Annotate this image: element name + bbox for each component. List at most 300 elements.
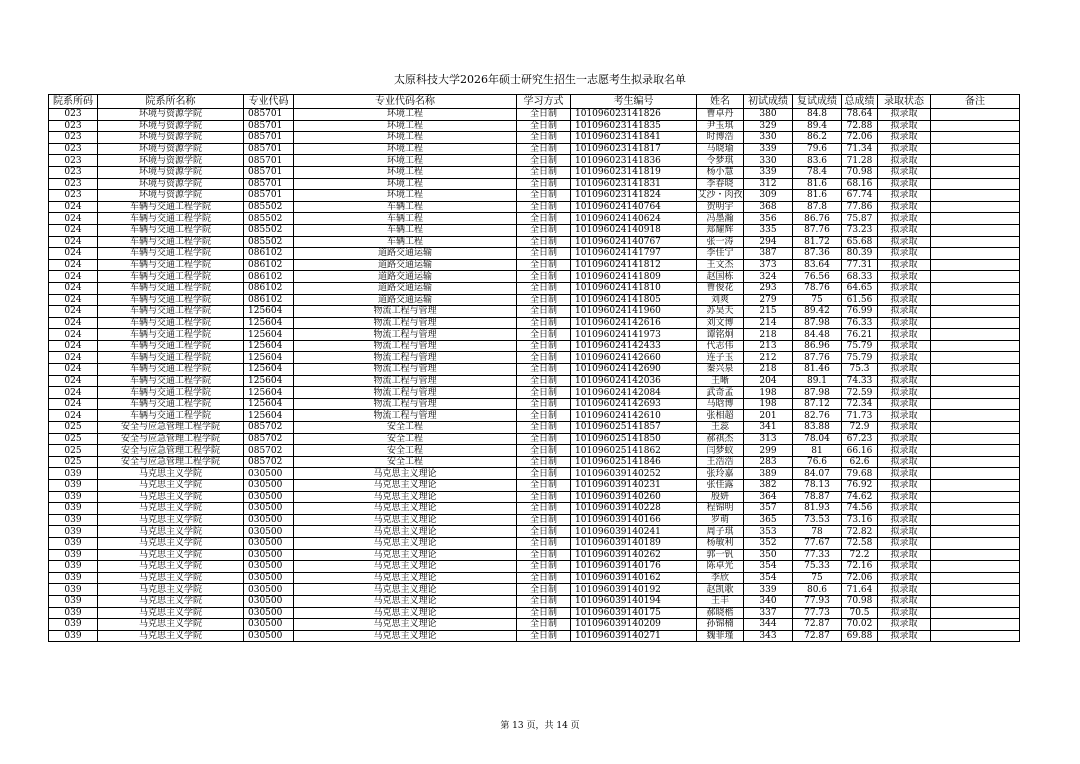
total-score-cell: 76.21 bbox=[842, 329, 878, 341]
major-name-cell: 车辆工程 bbox=[294, 201, 517, 213]
table-row bbox=[49, 213, 1020, 225]
major-code-cell: 085702 bbox=[244, 456, 294, 468]
initial-score-cell: 279 bbox=[744, 294, 793, 306]
initial-score-cell: 293 bbox=[744, 282, 793, 294]
name-cell: 马晓瑜 bbox=[697, 143, 744, 155]
major-name-cell: 车辆工程 bbox=[294, 236, 517, 248]
total-score-cell: 74.56 bbox=[842, 503, 878, 515]
major-code-cell: 125604 bbox=[244, 306, 294, 318]
remarks-cell bbox=[931, 201, 1020, 213]
major-name-cell: 马克思主义理论 bbox=[294, 503, 517, 515]
status-cell: 拟录取 bbox=[878, 317, 931, 329]
major-code-cell: 030500 bbox=[244, 595, 294, 607]
status-cell: 拟录取 bbox=[878, 630, 931, 642]
study-mode-cell: 全日制 bbox=[517, 422, 571, 434]
name-cell: 张相超 bbox=[697, 410, 744, 422]
status-cell: 拟录取 bbox=[878, 398, 931, 410]
exam-id-cell: 101096039140166 bbox=[571, 514, 697, 526]
total-score-cell: 62.6 bbox=[842, 456, 878, 468]
total-score-cell: 72.82 bbox=[842, 526, 878, 538]
col-header-retest-score: 复试成绩 bbox=[793, 95, 842, 109]
initial-score-cell: 373 bbox=[744, 259, 793, 271]
dept-name-cell: 马克思主义学院 bbox=[98, 607, 244, 619]
major-name-cell: 物流工程与管理 bbox=[294, 387, 517, 399]
dept-name-cell: 环境与资源学院 bbox=[98, 178, 244, 190]
dept-code-cell: 024 bbox=[49, 213, 98, 225]
exam-id-cell: 101096039140271 bbox=[571, 630, 697, 642]
table-row bbox=[49, 595, 1020, 607]
dept-code-cell: 024 bbox=[49, 201, 98, 213]
name-cell: 代志伟 bbox=[697, 340, 744, 352]
major-code-cell: 030500 bbox=[244, 584, 294, 596]
major-code-cell: 086102 bbox=[244, 248, 294, 260]
initial-score-cell: 344 bbox=[744, 619, 793, 631]
name-cell: 张玲嘉 bbox=[697, 468, 744, 480]
initial-score-cell: 357 bbox=[744, 503, 793, 515]
study-mode-cell: 全日制 bbox=[517, 213, 571, 225]
name-cell: 赵国栋 bbox=[697, 271, 744, 283]
major-name-cell: 马克思主义理论 bbox=[294, 595, 517, 607]
study-mode-cell: 全日制 bbox=[517, 561, 571, 573]
name-cell: 王晰 bbox=[697, 375, 744, 387]
dept-name-cell: 车辆与交通工程学院 bbox=[98, 224, 244, 236]
initial-score-cell: 198 bbox=[744, 387, 793, 399]
initial-score-cell: 213 bbox=[744, 340, 793, 352]
dept-code-cell: 024 bbox=[49, 329, 98, 341]
total-score-cell: 69.88 bbox=[842, 630, 878, 642]
remarks-cell bbox=[931, 537, 1020, 549]
table-row bbox=[49, 166, 1020, 178]
table-row bbox=[49, 619, 1020, 631]
dept-code-cell: 039 bbox=[49, 514, 98, 526]
initial-score-cell: 354 bbox=[744, 561, 793, 573]
remarks-cell bbox=[931, 271, 1020, 283]
table-row bbox=[49, 155, 1020, 167]
remarks-cell bbox=[931, 607, 1020, 619]
initial-score-cell: 214 bbox=[744, 317, 793, 329]
exam-id-cell: 101096024142660 bbox=[571, 352, 697, 364]
status-cell: 拟录取 bbox=[878, 201, 931, 213]
name-cell: 冯墨瀚 bbox=[697, 213, 744, 225]
retest-score-cell: 77.33 bbox=[793, 549, 842, 561]
name-cell: 殷妍 bbox=[697, 491, 744, 503]
retest-score-cell: 87.12 bbox=[793, 398, 842, 410]
initial-score-cell: 354 bbox=[744, 572, 793, 584]
total-score-cell: 72.16 bbox=[842, 561, 878, 573]
name-cell: 连子玉 bbox=[697, 352, 744, 364]
admission-table bbox=[48, 94, 1020, 642]
name-cell: 杨小慧 bbox=[697, 166, 744, 178]
major-name-cell: 物流工程与管理 bbox=[294, 306, 517, 318]
major-name-cell: 物流工程与管理 bbox=[294, 375, 517, 387]
initial-score-cell: 365 bbox=[744, 514, 793, 526]
total-score-cell: 61.56 bbox=[842, 294, 878, 306]
major-name-cell: 环境工程 bbox=[294, 143, 517, 155]
status-cell: 拟录取 bbox=[878, 364, 931, 376]
retest-score-cell: 78.76 bbox=[793, 282, 842, 294]
major-code-cell: 085702 bbox=[244, 433, 294, 445]
retest-score-cell: 72.87 bbox=[793, 630, 842, 642]
dept-name-cell: 车辆与交通工程学院 bbox=[98, 271, 244, 283]
status-cell: 拟录取 bbox=[878, 352, 931, 364]
initial-score-cell: 339 bbox=[744, 166, 793, 178]
status-cell: 拟录取 bbox=[878, 572, 931, 584]
initial-score-cell: 337 bbox=[744, 607, 793, 619]
total-score-cell: 71.28 bbox=[842, 155, 878, 167]
name-cell: 苏昊天 bbox=[697, 306, 744, 318]
status-cell: 拟录取 bbox=[878, 595, 931, 607]
exam-id-cell: 101096024140624 bbox=[571, 213, 697, 225]
col-header-initial-score: 初试成绩 bbox=[744, 95, 793, 109]
study-mode-cell: 全日制 bbox=[517, 201, 571, 213]
total-score-cell: 72.9 bbox=[842, 422, 878, 434]
total-score-cell: 80.39 bbox=[842, 248, 878, 260]
dept-code-cell: 023 bbox=[49, 190, 98, 202]
initial-score-cell: 353 bbox=[744, 526, 793, 538]
major-code-cell: 085701 bbox=[244, 120, 294, 132]
name-cell: 王浩浩 bbox=[697, 456, 744, 468]
exam-id-cell: 101096023141835 bbox=[571, 120, 697, 132]
col-header-total-score: 总成绩 bbox=[842, 95, 878, 109]
major-code-cell: 125604 bbox=[244, 398, 294, 410]
study-mode-cell: 全日制 bbox=[517, 120, 571, 132]
table-row bbox=[49, 294, 1020, 306]
dept-code-cell: 024 bbox=[49, 317, 98, 329]
table-row bbox=[49, 306, 1020, 318]
major-name-cell: 马克思主义理论 bbox=[294, 584, 517, 596]
total-score-cell: 79.68 bbox=[842, 468, 878, 480]
dept-code-cell: 024 bbox=[49, 364, 98, 376]
major-code-cell: 030500 bbox=[244, 491, 294, 503]
exam-id-cell: 101096024141810 bbox=[571, 282, 697, 294]
remarks-cell bbox=[931, 236, 1020, 248]
status-cell: 拟录取 bbox=[878, 456, 931, 468]
status-cell: 拟录取 bbox=[878, 271, 931, 283]
dept-code-cell: 024 bbox=[49, 259, 98, 271]
dept-name-cell: 安全与应急管理工程学院 bbox=[98, 456, 244, 468]
table-row bbox=[49, 584, 1020, 596]
total-score-cell: 66.16 bbox=[842, 445, 878, 457]
dept-code-cell: 024 bbox=[49, 340, 98, 352]
table-row bbox=[49, 375, 1020, 387]
dept-code-cell: 039 bbox=[49, 561, 98, 573]
table-row bbox=[49, 282, 1020, 294]
table-row bbox=[49, 190, 1020, 202]
retest-score-cell: 75 bbox=[793, 572, 842, 584]
study-mode-cell: 全日制 bbox=[517, 375, 571, 387]
total-score-cell: 78.64 bbox=[842, 109, 878, 121]
major-code-cell: 086102 bbox=[244, 282, 294, 294]
name-cell: 周子琪 bbox=[697, 526, 744, 538]
remarks-cell bbox=[931, 584, 1020, 596]
total-score-cell: 73.23 bbox=[842, 224, 878, 236]
dept-name-cell: 车辆与交通工程学院 bbox=[98, 375, 244, 387]
major-code-cell: 030500 bbox=[244, 480, 294, 492]
dept-code-cell: 039 bbox=[49, 607, 98, 619]
remarks-cell bbox=[931, 282, 1020, 294]
major-name-cell: 物流工程与管理 bbox=[294, 364, 517, 376]
major-name-cell: 马克思主义理论 bbox=[294, 537, 517, 549]
initial-score-cell: 330 bbox=[744, 155, 793, 167]
dept-code-cell: 039 bbox=[49, 572, 98, 584]
status-cell: 拟录取 bbox=[878, 526, 931, 538]
study-mode-cell: 全日制 bbox=[517, 109, 571, 121]
study-mode-cell: 全日制 bbox=[517, 537, 571, 549]
status-cell: 拟录取 bbox=[878, 178, 931, 190]
initial-score-cell: 382 bbox=[744, 480, 793, 492]
study-mode-cell: 全日制 bbox=[517, 480, 571, 492]
major-code-cell: 125604 bbox=[244, 340, 294, 352]
status-cell: 拟录取 bbox=[878, 143, 931, 155]
major-code-cell: 085701 bbox=[244, 178, 294, 190]
status-cell: 拟录取 bbox=[878, 422, 931, 434]
col-header-dept-code: 院系所码 bbox=[49, 95, 98, 109]
exam-id-cell: 101096024142433 bbox=[571, 340, 697, 352]
major-name-cell: 安全工程 bbox=[294, 422, 517, 434]
dept-name-cell: 环境与资源学院 bbox=[98, 120, 244, 132]
status-cell: 拟录取 bbox=[878, 375, 931, 387]
total-score-cell: 67.23 bbox=[842, 433, 878, 445]
major-code-cell: 125604 bbox=[244, 375, 294, 387]
dept-code-cell: 024 bbox=[49, 352, 98, 364]
dept-name-cell: 车辆与交通工程学院 bbox=[98, 294, 244, 306]
remarks-cell bbox=[931, 503, 1020, 515]
dept-code-cell: 023 bbox=[49, 120, 98, 132]
retest-score-cell: 78.13 bbox=[793, 480, 842, 492]
page-footer: 第 13 页，共 14 页 bbox=[500, 721, 580, 731]
total-score-cell: 77.31 bbox=[842, 259, 878, 271]
exam-id-cell: 101096039140194 bbox=[571, 595, 697, 607]
remarks-cell bbox=[931, 491, 1020, 503]
name-cell: 尹玉琪 bbox=[697, 120, 744, 132]
total-score-cell: 64.65 bbox=[842, 282, 878, 294]
status-cell: 拟录取 bbox=[878, 120, 931, 132]
dept-name-cell: 马克思主义学院 bbox=[98, 630, 244, 642]
major-name-cell: 安全工程 bbox=[294, 433, 517, 445]
retest-score-cell: 78.87 bbox=[793, 491, 842, 503]
table-row bbox=[49, 120, 1020, 132]
document-title: 太原科技大学2026年硕士研究生招生一志愿考生拟录取名单 bbox=[394, 73, 686, 86]
exam-id-cell: 101096039140241 bbox=[571, 526, 697, 538]
table-row bbox=[49, 537, 1020, 549]
retest-score-cell: 81 bbox=[793, 445, 842, 457]
study-mode-cell: 全日制 bbox=[517, 364, 571, 376]
status-cell: 拟录取 bbox=[878, 155, 931, 167]
status-cell: 拟录取 bbox=[878, 480, 931, 492]
retest-score-cell: 84.8 bbox=[793, 109, 842, 121]
initial-score-cell: 339 bbox=[744, 584, 793, 596]
retest-score-cell: 83.64 bbox=[793, 259, 842, 271]
table-row bbox=[49, 178, 1020, 190]
retest-score-cell: 77.73 bbox=[793, 607, 842, 619]
exam-id-cell: 101096039140189 bbox=[571, 537, 697, 549]
remarks-cell bbox=[931, 224, 1020, 236]
dept-name-cell: 马克思主义学院 bbox=[98, 480, 244, 492]
name-cell: 李春晓 bbox=[697, 178, 744, 190]
dept-name-cell: 车辆与交通工程学院 bbox=[98, 306, 244, 318]
name-cell: 闫梦蚁 bbox=[697, 445, 744, 457]
major-name-cell: 环境工程 bbox=[294, 178, 517, 190]
major-code-cell: 085702 bbox=[244, 422, 294, 434]
exam-id-cell: 101096024141960 bbox=[571, 306, 697, 318]
table-row bbox=[49, 259, 1020, 271]
dept-code-cell: 025 bbox=[49, 456, 98, 468]
name-cell: 武奇孟 bbox=[697, 387, 744, 399]
retest-score-cell: 87.76 bbox=[793, 224, 842, 236]
dept-name-cell: 环境与资源学院 bbox=[98, 109, 244, 121]
major-name-cell: 安全工程 bbox=[294, 456, 517, 468]
major-code-cell: 086102 bbox=[244, 271, 294, 283]
retest-score-cell: 72.87 bbox=[793, 619, 842, 631]
retest-score-cell: 75.33 bbox=[793, 561, 842, 573]
exam-id-cell: 101096039140260 bbox=[571, 491, 697, 503]
exam-id-cell: 101096039140209 bbox=[571, 619, 697, 631]
remarks-cell bbox=[931, 468, 1020, 480]
remarks-cell bbox=[931, 364, 1020, 376]
exam-id-cell: 101096039140192 bbox=[571, 584, 697, 596]
table-row bbox=[49, 109, 1020, 121]
study-mode-cell: 全日制 bbox=[517, 236, 571, 248]
major-name-cell: 物流工程与管理 bbox=[294, 352, 517, 364]
name-cell: 令梦琪 bbox=[697, 155, 744, 167]
major-name-cell: 物流工程与管理 bbox=[294, 317, 517, 329]
study-mode-cell: 全日制 bbox=[517, 190, 571, 202]
name-cell: 曹卓丹 bbox=[697, 109, 744, 121]
status-cell: 拟录取 bbox=[878, 213, 931, 225]
remarks-cell bbox=[931, 317, 1020, 329]
major-code-cell: 085701 bbox=[244, 143, 294, 155]
total-score-cell: 73.16 bbox=[842, 514, 878, 526]
name-cell: 魏菲瑾 bbox=[697, 630, 744, 642]
dept-name-cell: 车辆与交通工程学院 bbox=[98, 352, 244, 364]
exam-id-cell: 101096025141857 bbox=[571, 422, 697, 434]
dept-name-cell: 马克思主义学院 bbox=[98, 491, 244, 503]
initial-score-cell: 218 bbox=[744, 329, 793, 341]
initial-score-cell: 380 bbox=[744, 109, 793, 121]
status-cell: 拟录取 bbox=[878, 109, 931, 121]
dept-name-cell: 车辆与交通工程学院 bbox=[98, 282, 244, 294]
table-row bbox=[49, 561, 1020, 573]
study-mode-cell: 全日制 bbox=[517, 503, 571, 515]
major-name-cell: 物流工程与管理 bbox=[294, 340, 517, 352]
dept-name-cell: 安全与应急管理工程学院 bbox=[98, 433, 244, 445]
name-cell: 赵凯歌 bbox=[697, 584, 744, 596]
major-code-cell: 030500 bbox=[244, 619, 294, 631]
retest-score-cell: 89.42 bbox=[793, 306, 842, 318]
dept-code-cell: 024 bbox=[49, 410, 98, 422]
retest-score-cell: 84.48 bbox=[793, 329, 842, 341]
status-cell: 拟录取 bbox=[878, 619, 931, 631]
dept-name-cell: 车辆与交通工程学院 bbox=[98, 329, 244, 341]
dept-code-cell: 023 bbox=[49, 109, 98, 121]
major-code-cell: 030500 bbox=[244, 537, 294, 549]
header-row bbox=[49, 95, 1020, 109]
major-code-cell: 030500 bbox=[244, 526, 294, 538]
dept-name-cell: 安全与应急管理工程学院 bbox=[98, 422, 244, 434]
initial-score-cell: 341 bbox=[744, 422, 793, 434]
major-name-cell: 道路交通运输 bbox=[294, 294, 517, 306]
major-code-cell: 085502 bbox=[244, 213, 294, 225]
dept-code-cell: 039 bbox=[49, 549, 98, 561]
status-cell: 拟录取 bbox=[878, 132, 931, 144]
initial-score-cell: 313 bbox=[744, 433, 793, 445]
remarks-cell bbox=[931, 387, 1020, 399]
status-cell: 拟录取 bbox=[878, 282, 931, 294]
dept-code-cell: 039 bbox=[49, 584, 98, 596]
total-score-cell: 72.59 bbox=[842, 387, 878, 399]
table-row bbox=[49, 248, 1020, 260]
total-score-cell: 75.79 bbox=[842, 352, 878, 364]
status-cell: 拟录取 bbox=[878, 561, 931, 573]
dept-code-cell: 024 bbox=[49, 224, 98, 236]
table-row bbox=[49, 468, 1020, 480]
major-code-cell: 086102 bbox=[244, 259, 294, 271]
major-code-cell: 125604 bbox=[244, 387, 294, 399]
dept-code-cell: 024 bbox=[49, 236, 98, 248]
retest-score-cell: 81.93 bbox=[793, 503, 842, 515]
total-score-cell: 70.02 bbox=[842, 619, 878, 631]
exam-id-cell: 101096023141824 bbox=[571, 190, 697, 202]
initial-score-cell: 368 bbox=[744, 201, 793, 213]
dept-code-cell: 039 bbox=[49, 503, 98, 515]
total-score-cell: 77.86 bbox=[842, 201, 878, 213]
exam-id-cell: 101096024141812 bbox=[571, 259, 697, 271]
dept-code-cell: 039 bbox=[49, 630, 98, 642]
dept-code-cell: 023 bbox=[49, 178, 98, 190]
remarks-cell bbox=[931, 398, 1020, 410]
total-score-cell: 67.74 bbox=[842, 190, 878, 202]
table-row bbox=[49, 549, 1020, 561]
study-mode-cell: 全日制 bbox=[517, 317, 571, 329]
name-cell: 陈卓光 bbox=[697, 561, 744, 573]
remarks-cell bbox=[931, 433, 1020, 445]
retest-score-cell: 76.6 bbox=[793, 456, 842, 468]
study-mode-cell: 全日制 bbox=[517, 584, 571, 596]
exam-id-cell: 101096024141973 bbox=[571, 329, 697, 341]
remarks-cell bbox=[931, 306, 1020, 318]
remarks-cell bbox=[931, 595, 1020, 607]
study-mode-cell: 全日制 bbox=[517, 607, 571, 619]
col-header-status: 录取状态 bbox=[878, 95, 931, 109]
exam-id-cell: 101096024142036 bbox=[571, 375, 697, 387]
retest-score-cell: 89.1 bbox=[793, 375, 842, 387]
name-cell: 马晗博 bbox=[697, 398, 744, 410]
retest-score-cell: 87.76 bbox=[793, 352, 842, 364]
dept-code-cell: 023 bbox=[49, 166, 98, 178]
total-score-cell: 72.2 bbox=[842, 549, 878, 561]
dept-name-cell: 马克思主义学院 bbox=[98, 572, 244, 584]
dept-name-cell: 车辆与交通工程学院 bbox=[98, 364, 244, 376]
remarks-cell bbox=[931, 132, 1020, 144]
major-name-cell: 马克思主义理论 bbox=[294, 468, 517, 480]
exam-id-cell: 101096039140231 bbox=[571, 480, 697, 492]
total-score-cell: 70.98 bbox=[842, 595, 878, 607]
exam-id-cell: 101096023141836 bbox=[571, 155, 697, 167]
dept-code-cell: 025 bbox=[49, 433, 98, 445]
retest-score-cell: 84.07 bbox=[793, 468, 842, 480]
name-cell: 谭铭炯 bbox=[697, 329, 744, 341]
initial-score-cell: 343 bbox=[744, 630, 793, 642]
table-row bbox=[49, 480, 1020, 492]
initial-score-cell: 330 bbox=[744, 132, 793, 144]
exam-id-cell: 101096024140764 bbox=[571, 201, 697, 213]
initial-score-cell: 309 bbox=[744, 190, 793, 202]
exam-id-cell: 101096023141817 bbox=[571, 143, 697, 155]
major-name-cell: 道路交通运输 bbox=[294, 259, 517, 271]
exam-id-cell: 101096039140175 bbox=[571, 607, 697, 619]
remarks-cell bbox=[931, 352, 1020, 364]
dept-code-cell: 039 bbox=[49, 526, 98, 538]
